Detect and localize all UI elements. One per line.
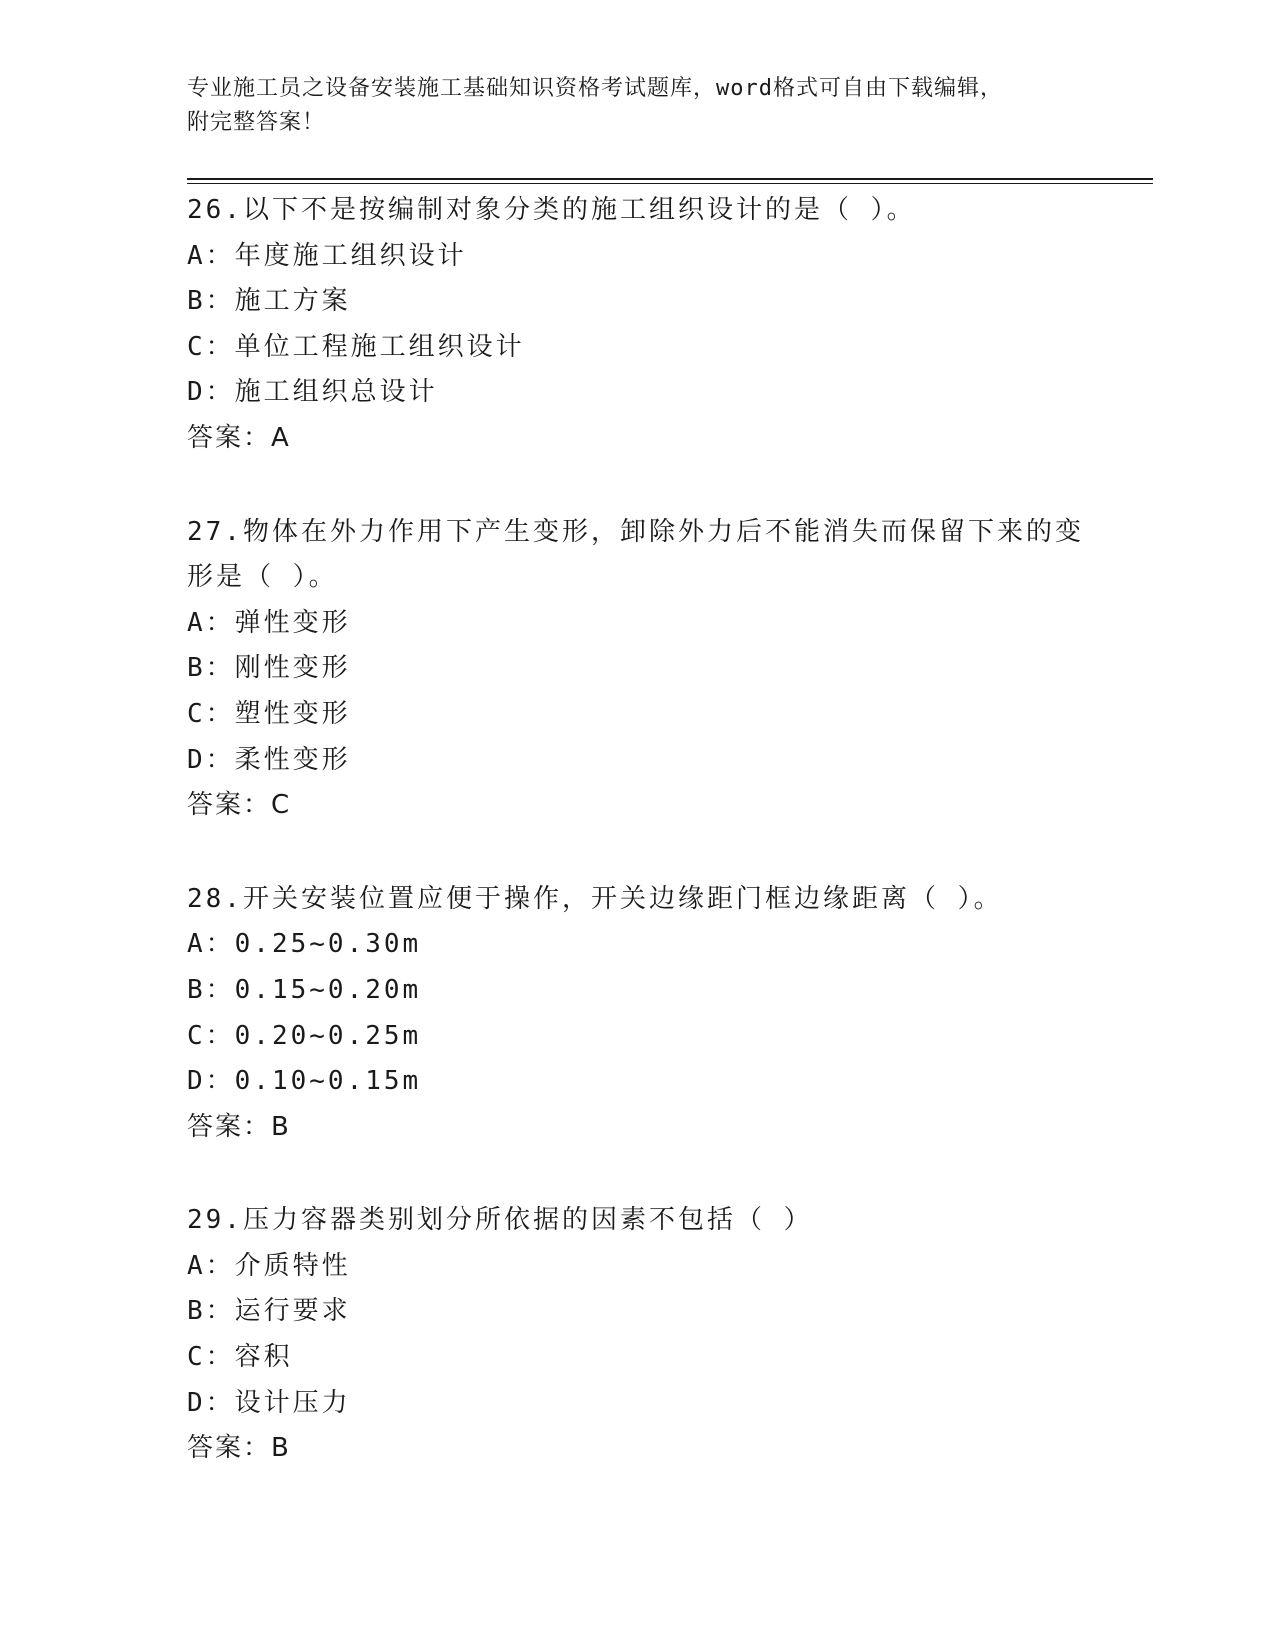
option-key: A： — [187, 1250, 235, 1281]
answer-value: C — [271, 790, 292, 821]
option-key: D： — [187, 1066, 235, 1097]
document-header — [187, 72, 1087, 140]
answer-value: A — [271, 422, 291, 453]
answer-label: 答案： — [187, 1433, 272, 1464]
option-a — [187, 922, 1087, 968]
option-d — [187, 370, 1087, 416]
option-text: 0.25~0.30m — [234, 929, 422, 960]
option-a — [187, 234, 1087, 280]
option-text: 塑性变形 — [234, 698, 351, 729]
option-text: 弹性变形 — [234, 607, 351, 638]
option-key: D： — [187, 744, 235, 775]
option-a — [187, 1244, 1087, 1290]
option-text: 介质特性 — [234, 1250, 351, 1281]
option-d — [187, 1059, 1087, 1105]
question-28 — [187, 877, 1087, 1151]
option-a — [187, 601, 1087, 647]
question-list — [187, 188, 1087, 1520]
question-text: 以下不是按编制对象分类的施工组织设计的是（ ）。 — [242, 195, 916, 225]
option-text: 年度施工组织设计 — [234, 240, 467, 271]
option-d — [187, 738, 1087, 784]
option-key: A： — [187, 929, 235, 960]
answer-line — [187, 416, 1087, 462]
answer-value: B — [271, 1111, 291, 1142]
answer-line — [187, 1426, 1087, 1472]
option-key: A： — [187, 607, 235, 638]
option-key: B： — [187, 653, 235, 684]
option-key: B： — [187, 1296, 235, 1327]
question-27 — [187, 510, 1087, 829]
option-text: 0.10~0.15m — [234, 1066, 422, 1097]
answer-label: 答案： — [187, 1111, 272, 1142]
question-text: 压力容器类别划分所依据的因素不包括（ ） — [242, 1205, 813, 1236]
answer-value: B — [271, 1433, 291, 1464]
option-key: C： — [187, 698, 235, 729]
option-text: 施工组织总设计 — [234, 377, 438, 408]
option-text: 0.15~0.20m — [234, 974, 422, 1005]
option-text: 运行要求 — [234, 1296, 351, 1327]
header-title-line-2: 附完整答案！ — [187, 110, 326, 135]
question-number: 29. — [187, 1205, 243, 1236]
option-key: C： — [187, 331, 235, 362]
question-stem — [187, 510, 1087, 601]
answer-line — [187, 1105, 1087, 1151]
option-key: B： — [187, 286, 235, 317]
option-d — [187, 1381, 1087, 1427]
option-text: 容积 — [234, 1342, 293, 1373]
header-divider-thick — [187, 178, 1153, 180]
option-b — [187, 1289, 1087, 1335]
answer-line — [187, 783, 1087, 829]
question-26 — [187, 188, 1087, 462]
option-c — [187, 325, 1087, 371]
question-number: 26. — [187, 195, 243, 225]
option-key: B： — [187, 974, 235, 1005]
header-divider-thin — [187, 183, 1153, 184]
option-key: C： — [187, 1020, 235, 1051]
option-key: D： — [187, 1387, 235, 1418]
question-29 — [187, 1198, 1087, 1472]
option-key: A： — [187, 240, 235, 271]
option-key: C： — [187, 1342, 235, 1373]
question-number: 28. — [187, 883, 243, 914]
answer-label: 答案： — [187, 422, 272, 453]
option-c — [187, 1014, 1087, 1060]
option-b — [187, 646, 1087, 692]
question-number: 27. — [187, 516, 243, 547]
question-text: 物体在外力作用下产生变形，卸除外力后不能消失而保留下来的变形是（ ）。 — [187, 516, 1084, 593]
option-c — [187, 692, 1087, 738]
option-text: 刚性变形 — [234, 653, 351, 684]
option-text: 施工方案 — [234, 286, 351, 317]
option-text: 设计压力 — [234, 1387, 351, 1418]
option-text: 柔性变形 — [234, 744, 351, 775]
option-b — [187, 968, 1087, 1014]
question-text: 开关安装位置应便于操作，开关边缘距门框边缘距离（ ）。 — [242, 883, 1003, 914]
question-stem — [187, 877, 1087, 923]
header-title-line-1: 专业施工员之设备安装施工基础知识资格考试题库，word格式可自由下载编辑， — [187, 76, 1003, 101]
option-text: 0.20~0.25m — [234, 1020, 422, 1051]
option-c — [187, 1335, 1087, 1381]
option-text: 单位工程施工组织设计 — [234, 331, 525, 362]
question-stem — [187, 1198, 1087, 1244]
question-stem — [187, 188, 1087, 234]
option-key: D： — [187, 377, 235, 408]
option-b — [187, 279, 1087, 325]
answer-label: 答案： — [187, 790, 272, 821]
